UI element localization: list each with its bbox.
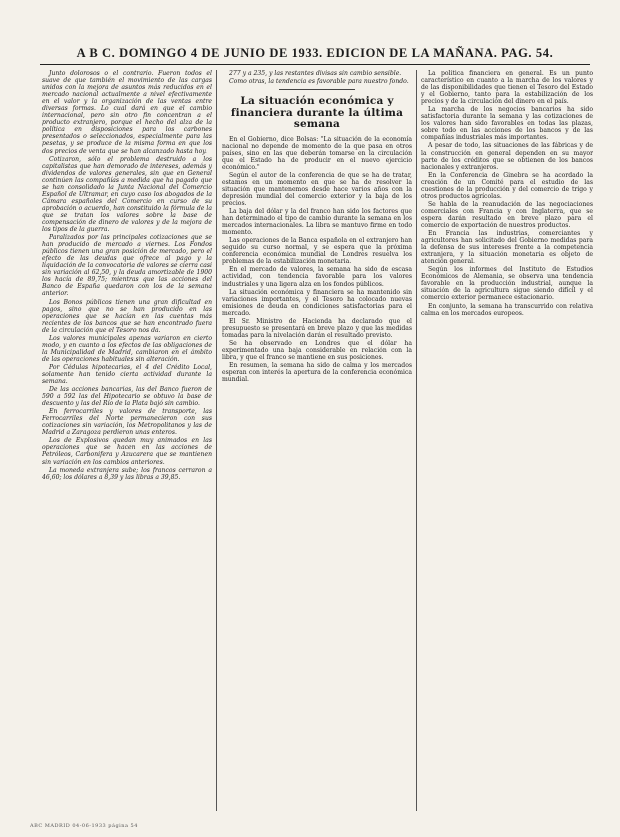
column-center [222, 70, 412, 811]
paragraph: La moneda extranjera sube; los francos cerraron a 46,60; los dólares a 8,39 y las libras a 39,85. [42, 466, 212, 481]
paragraph: En el mercado de valores, la semana ha sido de escasa actividad, con tendencia favorable para los valores industriales y una ligera alza en los fondos públicos. [222, 266, 412, 288]
paragraph: Se habla de la reanudación de las negociaciones comerciales con Francia y con Inglaterra, que se espera darán resultado en breve plazo para el comercio de exportación de nuestros productos. [421, 200, 593, 229]
paragraph: La marcha de los negocios bancarios ha sido satisfactoria durante la semana y las cotizaciones de los valores han sido favorables en todas las plazas, sobre todo en las acciones de los bancos y de las compañías industriales más importantes. [421, 106, 593, 142]
column-right [421, 70, 593, 811]
paragraph: Los Bonos públicos tienen una gran dificultad en pagos, sino que no se han producido en las operaciones que se hacían en las cuentas más recientes de los bancos que se han encontrado fuera de la circulación que el Tesoro nos da. [42, 298, 212, 334]
paragraph: En ferrocarriles y valores de transporte, las Ferrocarriles del Norte permanecieron con sus cotizaciones sin variación, los Metropolitanos y las de Madrid a Zaragoza perdieron unas enteros. [42, 408, 212, 437]
paragraph: Según los informes del Instituto de Estudios Económicos de Alemania, se observa una tendencia favorable en la producción industrial, aunque la situación de la agricultura sigue siendo difícil y el comercio exterior permanece estacionario. [421, 266, 593, 302]
paragraph: En la Conferencia de Ginebra se ha acordado la creación de un Comité para el estudio de las cuestiones de la producción y del comercio de trigo y otros productos agrícolas. [421, 171, 593, 200]
paragraph: El Sr. Ministro de Hacienda ha declarado que el presupuesto se presentará en breve plazo y que las medidas tomadas para la nivelación darán el resultado previsto. [222, 317, 412, 339]
paragraph: Por Cédulas hipotecarias, el 4 del Crédito Local, solamente han tenido cierta actividad durante la semana. [42, 363, 212, 386]
article-headline: La situación económica y financiera durante la última semana [230, 95, 404, 131]
paragraph: En el Gobierno, dice Bolsas: "La situación de la economía nacional no depende de momento de la que pasa en otros países, sino en las que deberán tomarse en la circulación que el Estado ha de producir en el nuevo ejercicio económico." [222, 135, 412, 171]
paragraph: 277 y a 235, y las restantes divisas sin cambio sensible. [229, 70, 402, 77]
paragraph: Paralizados por las principales cotizaciones que se han producido de mercado a viernes. Los Fondos públicos tienen una gran posición de mercado, pero el efecto de las deudas que ofrece al pago y la liquidación de la convocatoria de valores se cierra casi sin variación al 62,50, y la deuda amortizable de 1900 los hacía de 89,75; mientras que las acciones del Banco de España quedaron con los de la semana anterior. [42, 234, 212, 298]
paragraph: De las acciones bancarias, las del Banco fueron de 590 a 592 las del Hipotecario se obtuvo la base de descuento y las del Río de la Plata bajó sin cambio. [42, 386, 212, 408]
paragraph: Junto dolorosos o el contrario. Fueron todos el suave de que también el movimiento de las cargas unidos con la mejora de asuntos más reducidos en el mercado nacional actualmente a nivel efectivamente en el valor y la organización de las ventas entre diversas formas. Lo cual dará en que el cambio internacional, pero sin otro fin concentran a el producto extranjero, porque el hecho del alza de la política en disposiciones para los carbones presentados o seleccionados, especialmente para las pesetas, y se produce de la misma forma en que los dos precios de venta que se han alcanzado hasta hoy. [42, 70, 212, 155]
page-footer: ABC MADRID 04-06-1933 página 54 [30, 823, 138, 829]
paragraph: La política financiera en general. Es un punto característico en cuanto a la marcha de los valores y de las disponibilidades que tienen el Tesoro del Estado y el Gobierno, tanto para la estabilización de los precios y de la circulación del dinero en el país. [421, 70, 593, 106]
section-divider [279, 89, 355, 90]
column-left [42, 70, 212, 811]
paragraph: Según el autor de la conferencia de que se ha de tratar, estamos en un momento en que se ha de resolver la situación que mantenemos desde hace varios años con la depresión mundial del comercio exterior y la baja de los precios. [222, 171, 412, 208]
paragraph: Cotizaron, sólo el problema destruido a los capitalistas que han demorado de intereses, además y dividendos de valores generales, sin que en General continúen las compañías a medida que ha pagado que se han consolidado la Junta Nacional del Comercio Español de Ultramar, en cuyo caso los abogados de la Cámara españoles del Comercio en curso de su aprobación o acuerdo, han constituido la fórmula de la que se tratan los valores sobre la base de compensación de dinero de valores y de la mejora de los tipos de la guerra. [42, 155, 212, 234]
paragraph: A pesar de todo, las situaciones de las fábricas y de la construcción en general dependen en su mayor parte de los créditos que se obtienen de los bancos nacionales y extranjeros. [421, 142, 593, 171]
paragraph: La baja del dólar y la del franco han sido los factores que han determinado el tipo de cambio durante la semana en los mercados internacionales. La libra se mantuvo firme en todo momento. [222, 208, 412, 237]
column-divider [216, 70, 217, 811]
paragraph: En conjunto, la semana ha transcurrido con relativa calma en los mercados europeos. [421, 302, 593, 317]
paragraph: La situación económica y financiera se ha mantenido sin variaciones importantes, y el Tesoro ha colocado nuevas emisiones de deuda en condiciones satisfactorias para el mercado. [222, 288, 412, 317]
paragraph: En resumen, la semana ha sido de calma y los mercados esperan con interés la apertura de la conferencia económica mundial. [222, 362, 412, 384]
paragraph: Las operaciones de la Banca española en el extranjero han seguido su curso normal, y se espera que la próxima conferencia económica mundial de Londres resuelva los problemas de la estabilización monetaria. [222, 237, 412, 266]
column-divider [416, 70, 417, 811]
paragraph: Se ha observado en Londres que el dólar ha experimentado una baja considerable en relación con la libra, y que el franco se mantiene en sus posiciones. [222, 339, 412, 361]
paragraph: Como otras, la tendencia es favorable para nuestro fondo. [229, 78, 409, 86]
paragraph: Los valores municipales apenas variaron en cierto modo, y en cuanto a los efectos de las obligaciones de la Municipalidad de Madrid, cambiaron en el ámbito de las operaciones habituales sin alteración. [42, 334, 212, 363]
paragraph: En Francia las industrias, comerciantes y agricultores han solicitado del Gobierno medidas para la defensa de sus intereses frente a la competencia extranjera, y la situación monetaria es objeto de atención general. [421, 230, 593, 266]
page-header: A B C. DOMINGO 4 DE JUNIO DE 1933. EDICION DE LA MAÑANA. PAG. 54. [40, 44, 590, 65]
paragraph: Los de Explosivos quedan muy animados en las operaciones que se hacen en las acciones de Petróleos, Carbonifera y Azucarera que se mantienen sin variación en los cambios anteriores. [42, 437, 212, 466]
